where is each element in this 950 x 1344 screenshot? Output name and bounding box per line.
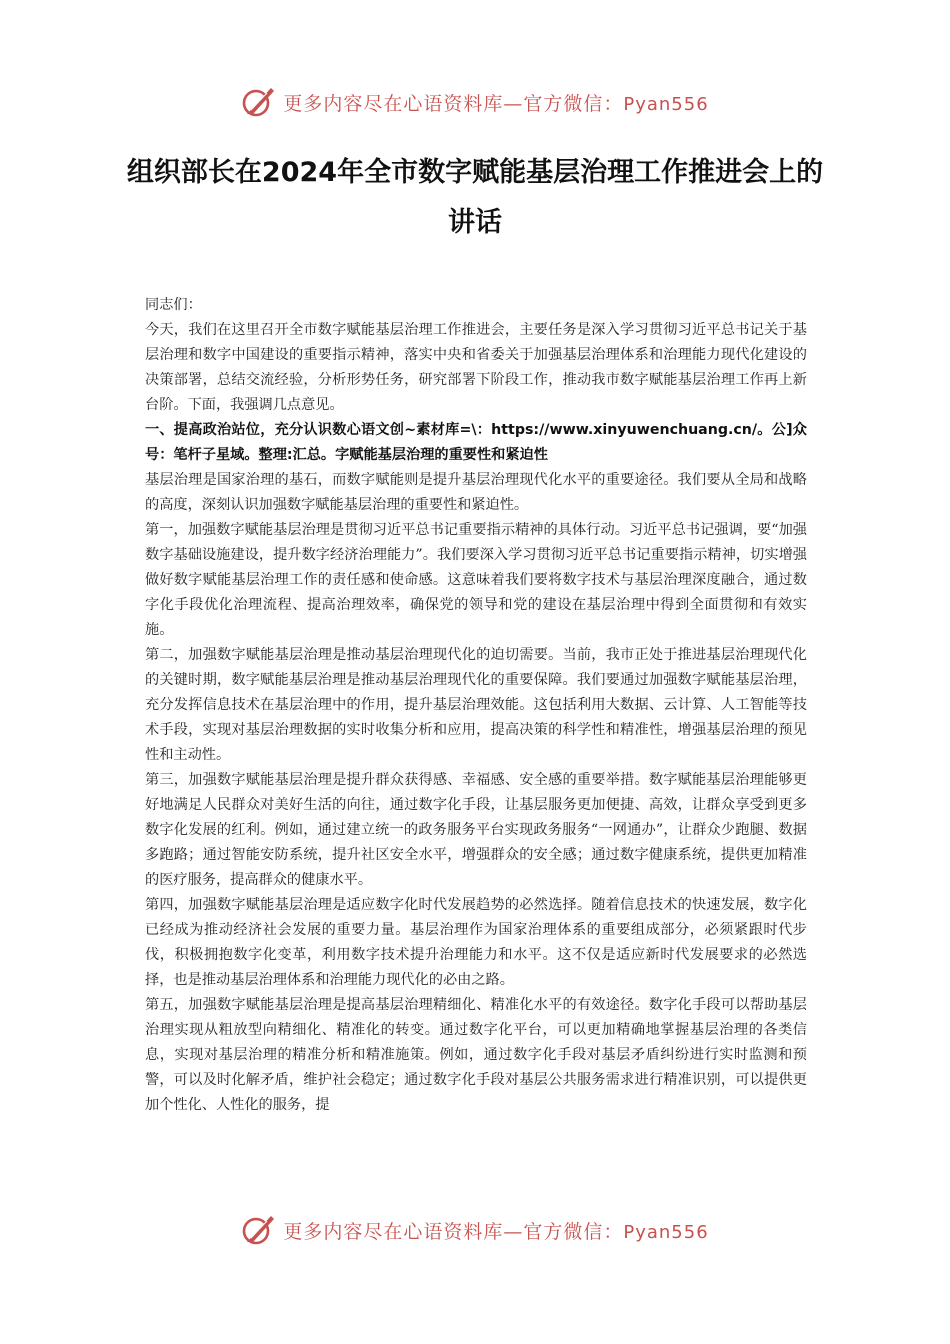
section-heading: 一、提高政治站位，充分认识数心语文创~素材库=\：https://www.xinyuwenchuang.cn/。公]众号：笔杆子星域。整理:汇总。字赋能基层治理的重要性和紧迫性 [145,422,807,463]
banner-wechat-id: Pyan556 [623,93,709,115]
banner-label: 更多内容尽在心语资料库—官方微信： [283,1220,624,1243]
banner-label: 更多内容尽在心语资料库—官方微信： [283,92,624,115]
document-title: 组织部长在2024年全市数字赋能基层治理工作推进会上的讲话 [126,157,824,238]
body-paragraph: 基层治理是国家治理的基石，而数字赋能则是提升基层治理现代化水平的重要途径。我们要从全局和战略的高度，深刻认识加强数字赋能基层治理的重要性和紧迫性。 [145,472,807,513]
body-paragraph: 第一，加强数字赋能基层治理是贯彻习近平总书记重要指示精神的具体行动。习近平总书记强调，要“加强数字基础设施建设，提升数字经济治理能力”。我们要深入学习贯彻习近平总书记重要指示精神，切实增强做好数字赋能基层治理工作的责任感和使命感。这意味着我们要将数字技术与基层治理深度融合，通过数字化手段优化治理流程、提高治理效率，确保党的领导和党的建设在基层治理中得到全面贯彻和有效实施。 [145,522,807,638]
quill-logo-icon [241,1212,277,1248]
body-paragraph: 第四，加强数字赋能基层治理是适应数字化时代发展趋势的必然选择。随着信息技术的快速发展，数字化已经成为推动经济社会发展的重要力量。基层治理作为国家治理体系的重要组成部分，必须紧跟时代步伐，积极拥抱数字化变革，利用数字技术提升治理能力和水平。这不仅是适应新时代发展要求的必然选择，也是推动基层治理体系和治理能力现代化的必由之路。 [145,897,807,988]
salutation: 同志们： [145,297,202,313]
quill-logo-icon [241,84,277,120]
banner-text [283,1217,708,1244]
document-body [145,293,807,1193]
footer-banner [0,1210,950,1250]
body-paragraph: 第五，加强数字赋能基层治理是提高基层治理精细化、精准化水平的有效途径。数字化手段可以帮助基层治理实现从粗放型向精细化、精准化的转变。通过数字化平台，可以更加精确地掌握基层治理的各类信息，实现对基层治理的精准分析和精准施策。例如，通过数字化手段对基层矛盾纠纷进行实时监测和预警，可以及时化解矛盾，维护社会稳定；通过数字化手段对基层公共服务需求进行精准识别，可以提供更加个性化、人性化的服务，提 [145,997,807,1113]
banner-wechat-id: Pyan556 [623,1221,709,1243]
header-banner [0,82,950,122]
intro-paragraph: 今天，我们在这里召开全市数字赋能基层治理工作推进会，主要任务是深入学习贯彻习近平总书记关于基层治理和数字中国建设的重要指示精神，落实中央和省委关于加强基层治理体系和治理能力现代化建设的决策部署，总结交流经验，分析形势任务，研究部署下阶段工作，推动我市数字赋能基层治理工作再上新台阶。下面，我强调几点意见。 [145,322,807,413]
body-paragraph: 第三，加强数字赋能基层治理是提升群众获得感、幸福感、安全感的重要举措。数字赋能基层治理能够更好地满足人民群众对美好生活的向往，通过数字化手段，让基层服务更加便捷、高效，让群众享受到更多数字化发展的红利。例如，通过建立统一的政务服务平台实现政务服务“一网通办”，让群众少跑腿、数据多跑路；通过智能安防系统，提升社区安全水平，增强群众的安全感；通过数字健康系统，提供更加精准的医疗服务，提高群众的健康水平。 [145,772,807,888]
banner-text [283,89,708,116]
body-paragraph: 第二，加强数字赋能基层治理是推动基层治理现代化的迫切需要。当前，我市正处于推进基层治理现代化的关键时期，数字赋能基层治理是推动基层治理现代化的重要保障。我们要通过加强数字赋能基层治理，充分发挥信息技术在基层治理中的作用，提升基层治理效能。这包括利用大数据、云计算、人工智能等技术手段，实现对基层治理数据的实时收集分析和应用，提高决策的科学性和精准性，增强基层治理的预见性和主动性。 [145,647,807,763]
